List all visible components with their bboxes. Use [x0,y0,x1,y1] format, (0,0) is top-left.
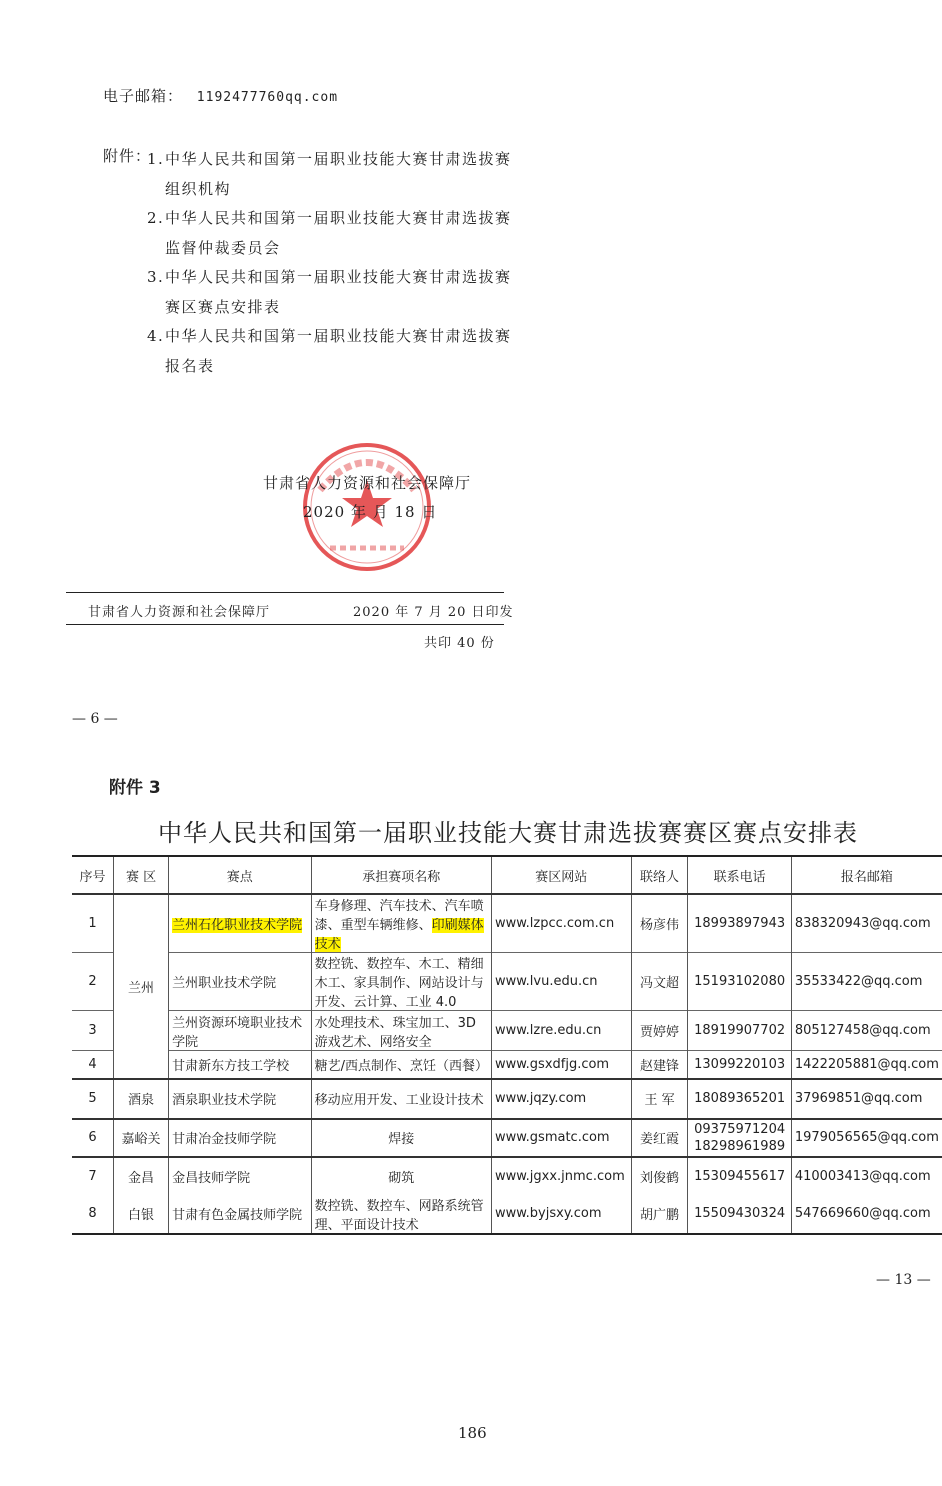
attachments-list [147,145,517,381]
row-region: 兰州 [114,894,169,1079]
table-header-row [72,856,942,894]
phone-mobile: 18298961989 [694,1138,786,1154]
attachment-number: 3. [147,268,165,286]
email-value: 1192477760qq.com [196,90,339,105]
row-region: 金昌 [114,1157,169,1195]
row-phone: 15309455617 [688,1157,791,1195]
row-events: 移动应用开发、工业设计技术 [311,1079,491,1119]
row-events: 水处理技术、珠宝加工、3D 游戏艺术、网络安全 [311,1011,491,1051]
row-events: 数控铣、数控车、网路系统管理、平面设计技术 [311,1195,491,1234]
row-events [311,894,491,953]
row-email: 805127458@qq.com [791,1011,942,1051]
row-website: www.lvu.edu.cn [491,953,631,1011]
row-site: 甘肃冶金技师学院 [169,1119,312,1157]
row-no: 7 [72,1157,114,1195]
row-events: 砌筑 [311,1157,491,1195]
row-contact: 杨彦伟 [631,894,688,953]
header-no: 序号 [72,856,114,894]
footer-copies: 共印 40 份 [424,636,495,651]
email-line [103,85,338,106]
row-email: 35533422@qq.com [791,953,942,1011]
table-row [72,1011,942,1051]
row-no: 8 [72,1195,114,1234]
attachment-item [147,145,517,204]
row-no: 1 [72,894,114,953]
row-site [169,894,312,953]
row-contact: 刘俊鹤 [631,1157,688,1195]
row-contact: 赵建锋 [631,1051,688,1079]
footer-print-date: 2020 年 7 月 20 日印发 [353,605,514,620]
row-no: 4 [72,1051,114,1079]
row-contact: 胡广鹏 [631,1195,688,1234]
header-site: 赛点 [169,856,312,894]
row-phone: 18089365201 [688,1079,791,1119]
page-number-right: — 13 — [876,1272,931,1288]
row-no: 3 [72,1011,114,1051]
row-events: 焊接 [311,1119,491,1157]
row-phone: 15193102080 [688,953,791,1011]
row-email: 547669660@qq.com [791,1195,942,1234]
row-no: 6 [72,1119,114,1157]
schedule-table [72,855,942,1235]
row-site: 金昌技师学院 [169,1157,312,1195]
header-website: 赛区网站 [491,856,631,894]
row-site: 甘肃新东方技工学校 [169,1051,312,1079]
row-website: www.lzre.edu.cn [491,1011,631,1051]
issuer-name: 甘肃省人力资源和社会保障厅 [263,474,472,492]
row-no: 2 [72,953,114,1011]
footer-rule-bottom [66,624,504,625]
table-row [72,953,942,1011]
header-events: 承担赛项名称 [311,856,491,894]
row-email: 1422205881@qq.com [791,1051,942,1079]
row-events: 糖艺/西点制作、烹饪（西餐） [311,1051,491,1079]
row-website: www.jgxx.jnmc.com [491,1157,631,1195]
table-row [72,1079,942,1119]
row-contact: 姜红霞 [631,1119,688,1157]
attachment-number: 1. [147,150,165,168]
row-website: www.gsxdfjg.com [491,1051,631,1079]
highlighted-site: 兰州石化职业技术学院 [172,918,303,933]
row-contact: 王 军 [631,1079,688,1119]
highlighted-event: 印刷媒体技术 [314,918,484,952]
table-title: 中华人民共和国第一届职业技能大赛甘肃选拔赛赛区赛点安排表 [158,819,858,847]
row-site: 兰州资源环境职业技术学院 [169,1011,312,1051]
header-email: 报名邮箱 [791,856,942,894]
row-contact: 贾婷婷 [631,1011,688,1051]
row-events: 数控铣、数控车、木工、精细木工、家具制作、网站设计与开发、云计算、工业 4.0 [311,953,491,1011]
row-website: www.lzpcc.com.cn [491,894,631,953]
attachments-label: 附件： [103,147,152,165]
row-region: 白银 [114,1195,169,1234]
attachment-item [147,204,517,263]
row-site: 甘肃有色金属技师学院 [169,1195,312,1234]
page-number-bottom: 186 [458,1424,487,1442]
events-text: 车身修理、汽车技术、汽车喷漆、重型车辆维修、 [314,899,484,933]
attachment-text: 中华人民共和国第一届职业技能大赛甘肃选拔赛监督仲裁委员会 [165,209,512,257]
page-number-left: — 6 — [72,711,118,727]
annex-label: 附件 3 [109,778,161,798]
row-contact: 冯文超 [631,953,688,1011]
row-region: 嘉峪关 [114,1119,169,1157]
attachment-text: 中华人民共和国第一届职业技能大赛甘肃选拔赛报名表 [165,327,512,375]
row-site: 酒泉职业技术学院 [169,1079,312,1119]
row-phone: 13099220103 [688,1051,791,1079]
email-label: 电子邮箱： [103,87,184,105]
header-phone: 联系电话 [688,856,791,894]
table-row [72,894,942,953]
issue-date: 2020 年 月 18 日 [303,503,438,521]
phone-landline: 09375971204 [694,1121,786,1137]
row-website: www.gsmatc.com [491,1119,631,1157]
attachment-text: 中华人民共和国第一届职业技能大赛甘肃选拔赛组织机构 [165,150,512,198]
row-phone [688,1119,791,1157]
row-email: 410003413@qq.com [791,1157,942,1195]
row-phone: 18919907702 [688,1011,791,1051]
table-row [72,1119,942,1157]
header-region: 赛 区 [114,856,169,894]
attachment-item [147,322,517,381]
row-phone: 15509430324 [688,1195,791,1234]
table-row [72,1157,942,1195]
row-website: www.byjsxy.com [491,1195,631,1234]
footer-rule-top [66,592,504,593]
attachment-number: 4. [147,327,165,345]
footer-org: 甘肃省人力资源和社会保障厅 [88,605,271,620]
attachment-text: 中华人民共和国第一届职业技能大赛甘肃选拔赛赛区赛点安排表 [165,268,512,316]
row-no: 5 [72,1079,114,1119]
header-contact: 联络人 [631,856,688,894]
attachment-number: 2. [147,209,165,227]
table-row [72,1195,942,1234]
row-email: 1979056565@qq.com [791,1119,942,1157]
row-website: www.jqzy.com [491,1079,631,1119]
row-email: 37969851@qq.com [791,1079,942,1119]
attachment-item [147,263,517,322]
row-phone: 18993897943 [688,894,791,953]
table-row [72,1051,942,1079]
row-site: 兰州职业技术学院 [169,953,312,1011]
row-email: 838320943@qq.com [791,894,942,953]
row-region: 酒泉 [114,1079,169,1119]
